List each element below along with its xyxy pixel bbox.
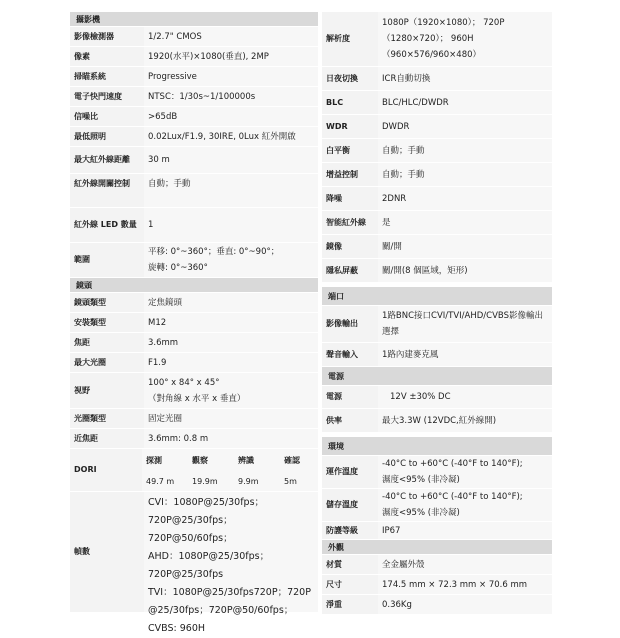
- dori-header: 辨識: [238, 455, 254, 465]
- spec-value: 1: [144, 208, 318, 242]
- spec-value: 全金屬外殼: [378, 555, 552, 574]
- spec-value: [378, 489, 552, 521]
- spec-row-ir-distance: [70, 147, 318, 174]
- spec-value: 關/開(8 個區域，矩形): [378, 259, 552, 282]
- spec-row-min-illumination: [70, 127, 318, 147]
- spec-label: 最大紅外線距離: [74, 155, 130, 164]
- left-spec-column: [70, 12, 318, 634]
- spec-label: 聲音輸入: [326, 349, 358, 359]
- spec-label: 光圈類型: [74, 413, 106, 423]
- spec-value-line: （對角線 x 水平 x 垂直）: [148, 393, 246, 404]
- spec-label: 最大光圈: [74, 357, 106, 367]
- spec-label: BLC: [326, 97, 344, 107]
- spec-label: 信噪比: [74, 111, 98, 121]
- spec-value: 1920(水平)×1080(垂直), 2MP: [144, 47, 318, 66]
- spec-label: 像素: [74, 51, 90, 61]
- spec-label: 解析度: [326, 34, 350, 43]
- spec-label: 隱私屏蔽: [326, 265, 358, 275]
- spec-label: 最低照明: [74, 131, 106, 141]
- spec-row-shutter: [70, 87, 318, 107]
- spec-row-day-night: [322, 67, 552, 91]
- dori-header: 確認: [284, 455, 300, 465]
- spec-label: 淨重: [326, 599, 342, 609]
- spec-label: 紅外線 LED 數量: [74, 220, 137, 229]
- spec-row-material: [322, 555, 552, 575]
- spec-row-mirror: [322, 235, 552, 259]
- spec-value: Progressive: [144, 67, 318, 86]
- dori-value: 19.9m: [192, 476, 218, 486]
- spec-label: 安裝類型: [74, 317, 106, 327]
- spec-row-video-output: [322, 306, 552, 343]
- spec-row-fov: [70, 373, 318, 409]
- spec-row-power-consumption: [322, 409, 552, 433]
- spec-value-line: 1路BNC接口CVI/TVI/AHD/CVBS影像輸出: [382, 311, 543, 321]
- spec-row-max-aperture: [70, 353, 318, 373]
- spec-label: 焦距: [74, 337, 90, 347]
- spec-value: DWDR: [378, 115, 552, 138]
- spec-value: [144, 373, 318, 408]
- frame-rate-line: 720P@25/30fps: [148, 569, 224, 580]
- spec-row-gain: [322, 163, 552, 187]
- spec-value-line: （1280×720）； 960H: [382, 34, 474, 44]
- spec-label: 近焦距: [74, 433, 98, 443]
- section-header-exterior: 外觀: [322, 540, 552, 555]
- frame-rate-line: AHD：1080P@25/30fps；: [148, 551, 270, 562]
- section-header-camera: 攝影機: [70, 12, 318, 27]
- spec-value-line: 旋轉: 0°~360°: [148, 263, 208, 273]
- spec-value-line: （960×576/960×480）: [382, 50, 482, 60]
- spec-value: 是: [378, 211, 552, 234]
- spec-label: 增益控制: [326, 169, 358, 179]
- spec-value: 3.6mm: 0.8 m: [144, 429, 318, 448]
- spec-row-smart-ir: [322, 211, 552, 235]
- spec-label: 防護等級: [326, 525, 358, 535]
- spec-row-pixels: [70, 47, 318, 67]
- section-header-port: 端口: [322, 287, 552, 306]
- spec-row-mount: [70, 313, 318, 333]
- spec-label: 幀數: [74, 547, 90, 556]
- spec-row-storage-temp: [322, 489, 552, 522]
- spec-label: 降噪: [326, 193, 342, 203]
- spec-value: 關/開: [378, 235, 552, 258]
- spec-value: 3.6mm: [144, 333, 318, 352]
- spec-value-line: 100° x 84° x 45°: [148, 377, 220, 388]
- spec-value: 1/2.7" CMOS: [144, 27, 318, 46]
- spec-row-blc: [322, 91, 552, 115]
- spec-value: M12: [144, 313, 318, 332]
- spec-row-frame-rate: [70, 492, 318, 634]
- spec-row-snr: [70, 107, 318, 127]
- spec-label: 鏡頭類型: [74, 297, 106, 307]
- spec-label: 電源: [326, 392, 342, 401]
- spec-label: 儲存溫度: [326, 500, 358, 509]
- spec-row-sensor: [70, 27, 318, 47]
- spec-label: 供率: [326, 415, 342, 425]
- spec-row-ir-led-count: [70, 208, 318, 243]
- spec-label: 尺寸: [326, 579, 342, 589]
- spec-value: 1路內建麥克風: [378, 343, 552, 366]
- spec-value-line: 濕度<95% (非冷凝): [382, 475, 460, 485]
- dori-header: 探測: [146, 455, 162, 465]
- spec-value: 自動；手動: [378, 139, 552, 162]
- frame-rate-line: 720P@25/30fps；720P@50/60fps；: [148, 515, 233, 544]
- spec-row-lens-type: [70, 293, 318, 313]
- spec-value: NTSC：1/30s~1/100000s: [144, 87, 318, 106]
- spec-label: 掃瞄系統: [74, 71, 106, 81]
- spec-label: DORI: [74, 465, 97, 474]
- spec-value: 30 m: [144, 147, 318, 173]
- spec-row-privacy-mask: [322, 259, 552, 283]
- dori-value: 49.7 m: [146, 476, 175, 486]
- frame-rate-line: CVBS: 960H: [148, 623, 206, 634]
- spec-value: ICR自動切換: [378, 67, 552, 90]
- spec-value: 0.02Lux/F1.9, 30IRE, 0Lux 紅外開啟: [144, 127, 318, 146]
- section-header-lens: 鏡頭: [70, 278, 318, 293]
- spec-label: 影像輸出: [326, 319, 358, 328]
- spec-label: 紅外線開關控制: [74, 179, 130, 188]
- spec-value: [378, 456, 552, 488]
- dori-value: 5m: [284, 476, 297, 486]
- spec-value-line: 平移: 0°~360°；垂直: 0°~90°；: [148, 247, 280, 257]
- right-spec-column: [322, 12, 552, 615]
- frame-rate-line: CVI：1080P@25/30fps；: [148, 497, 265, 508]
- spec-value: [144, 243, 318, 277]
- spec-row-dimensions: [322, 575, 552, 595]
- spec-value: [378, 12, 552, 66]
- spec-value: IP67: [378, 522, 552, 539]
- spec-value: 2DNR: [378, 187, 552, 210]
- spec-row-audio-input: [322, 343, 552, 367]
- spec-row-dori: [70, 449, 318, 492]
- spec-row-scan: [70, 67, 318, 87]
- frame-rate-line: TVI：1080P@25/30fps720P；720P: [148, 587, 311, 598]
- spec-value: 定焦鏡頭: [144, 293, 318, 312]
- dori-table: [142, 449, 318, 491]
- spec-row-ir-switch: [70, 174, 318, 208]
- spec-value: BLC/HLC/DWDR: [378, 91, 552, 114]
- spec-value: >65dB: [144, 107, 318, 126]
- spec-label: 視野: [74, 385, 90, 395]
- spec-value-line: -40°C to +60°C (-40°F to 140°F);: [382, 492, 523, 502]
- spec-row-protection: [322, 522, 552, 540]
- spec-row-resolution: [322, 12, 552, 67]
- spec-value-line: 濕度<95% (非冷凝): [382, 508, 460, 518]
- section-header-power: 電源: [322, 367, 552, 386]
- spec-label: WDR: [326, 121, 348, 131]
- spec-value-line: 選擇: [382, 327, 400, 337]
- spec-label: 影像檢測器: [74, 31, 114, 41]
- spec-label: 白平衡: [326, 145, 350, 155]
- frame-rate-line: @25/30fps；720P@50/60fps；: [148, 605, 294, 616]
- spec-label: 範圍: [74, 255, 90, 264]
- dori-value: 9.9m: [238, 476, 259, 486]
- spec-value-line: -40°C to +60°C (-40°F to 140°F);: [382, 459, 523, 469]
- spec-row-iris: [70, 409, 318, 429]
- spec-label: 電子快門速度: [74, 91, 122, 101]
- spec-row-noise-reduction: [322, 187, 552, 211]
- spec-row-operating-temp: [322, 456, 552, 489]
- spec-value: 自動；手動: [378, 163, 552, 186]
- spec-row-white-balance: [322, 139, 552, 163]
- spec-label: 材質: [326, 559, 342, 569]
- spec-value: 12V ±30% DC: [378, 386, 552, 408]
- dori-header: 觀察: [192, 455, 208, 465]
- spec-label: 智能紅外線: [326, 217, 366, 227]
- spec-value-line: 1080P（1920×1080）； 720P: [382, 18, 505, 28]
- spec-label: 日夜切換: [326, 73, 358, 83]
- spec-label: 鏡像: [326, 241, 342, 251]
- spec-row-close-focus: [70, 429, 318, 449]
- spec-value: 固定光圈: [144, 409, 318, 428]
- spec-value: [378, 306, 552, 342]
- section-header-environment: 環境: [322, 437, 552, 456]
- spec-value: 174.5 mm × 72.3 mm × 70.6 mm: [378, 575, 552, 594]
- spec-row-wdr: [322, 115, 552, 139]
- spec-value: F1.9: [144, 353, 318, 372]
- spec-row-focal-length: [70, 333, 318, 353]
- spec-row-weight: [322, 595, 552, 615]
- spec-label: 運作溫度: [326, 467, 358, 476]
- spec-row-range: [70, 243, 318, 278]
- frame-rate-lines: [144, 492, 318, 634]
- spec-value: 自動；手動: [144, 174, 318, 207]
- spec-row-power-supply: [322, 386, 552, 409]
- spec-value: 0.36Kg: [378, 595, 552, 614]
- spec-value: 最大3.3W (12VDC,紅外線開): [378, 409, 552, 432]
